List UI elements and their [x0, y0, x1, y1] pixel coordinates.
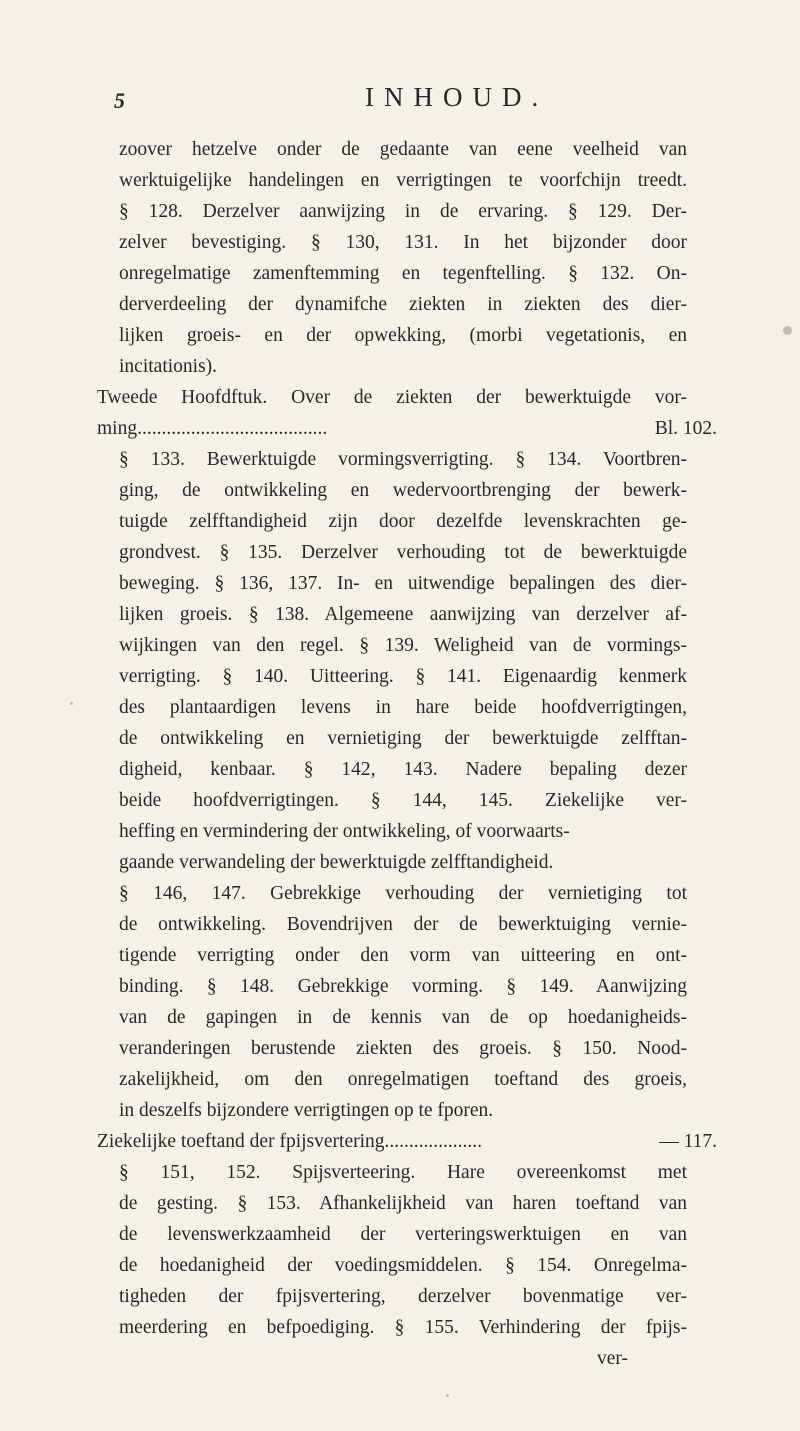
toc-line: beweging. § 136, 137. In- en uitwendige bepalingen des dier-	[119, 573, 687, 594]
page-number: 5	[114, 88, 125, 113]
toc-line: tuigde zelfftandigheid zijn door dezelfde levenskrachten ge-	[119, 511, 687, 532]
toc-line: beide hoofdverrigtingen. § 144, 145. Ziekelijke ver-	[119, 790, 687, 811]
toc-line: wijkingen van den regel. § 139. Weligheid van de vormings-	[119, 635, 687, 656]
toc-line: heffing en vermindering der ontwikkeling, of voorwaarts-	[119, 821, 570, 842]
paper-speck	[446, 1394, 449, 1397]
toc-line: tigheden der fpijsvertering, derzelver bovenmatige ver-	[119, 1286, 687, 1307]
toc-line: lijken groeis- en der opwekking, (morbi vegetationis, en	[119, 325, 687, 346]
toc-line: § 128. Derzelver aanwijzing in de ervaring. § 129. Der-	[119, 201, 687, 222]
toc-line: derverdeeling der dynamifche ziekten in ziekten des dier-	[119, 294, 687, 315]
toc-line: de gesting. § 153. Afhankelijkheid van haren toeftand van	[119, 1193, 687, 1214]
toc-line: verrigting. § 140. Uitteering. § 141. Eigenaardig kenmerk	[119, 666, 687, 687]
toc-line: zakelijkheid, om den onregelmatigen toeftand des groeis,	[119, 1069, 687, 1090]
toc-line: des plantaardigen levens in hare beide hoofdverrigtingen,	[119, 697, 687, 718]
toc-line: onregelmatige zamenftemming en tegenftelling. § 132. On-	[119, 263, 687, 284]
page-header	[0, 82, 800, 122]
toc-line: de ontwikkeling. Bovendrijven der de bewerktuiging vernie-	[119, 914, 687, 935]
toc-line: Ziekelijke toeftand der fpijsvertering....................	[97, 1131, 483, 1152]
toc-line: § 146, 147. Gebrekkige verhouding der vernietiging tot	[119, 883, 687, 904]
running-head: INHOUD.	[365, 82, 549, 112]
toc-line: incitationis).	[119, 356, 218, 377]
toc-line: digheid, kenbaar. § 142, 143. Nadere bepaling dezer	[119, 759, 687, 780]
toc-line: ging, de ontwikkeling en wedervoortbrenging der bewerk-	[119, 480, 687, 501]
toc-line: zoover hetzelve onder de gedaante van eene veelheid van	[119, 139, 687, 160]
toc-line: § 151, 152. Spijsverteering. Hare overeenkomst met	[119, 1162, 687, 1183]
toc-line: ming.......................................	[97, 418, 328, 439]
toc-line: werktuigelijke handelingen en verrigtingen te voorfchijn treedt.	[119, 170, 687, 191]
toc-line: ver-	[597, 1348, 629, 1369]
toc-line: in deszelfs bijzondere verrigtingen op te fporen.	[119, 1100, 494, 1121]
toc-line: de hoedanigheid der voedingsmiddelen. § 154. Onregelma-	[119, 1255, 687, 1276]
paper-speck	[70, 702, 73, 705]
toc-line: Tweede Hoofdftuk. Over de ziekten der bewerktuigde vor-	[97, 387, 687, 408]
toc-line: § 133. Bewerktuigde vormingsverrigting. § 134. Voortbren-	[119, 449, 687, 470]
toc-line: binding. § 148. Gebrekkige vorming. § 149. Aanwijzing	[119, 976, 687, 997]
toc-line: gaande verwandeling der bewerktuigde zelfftandigheid.	[119, 852, 554, 873]
toc-line: lijken groeis. § 138. Algemeene aanwijzing van derzelver af-	[119, 604, 687, 625]
paper-speck	[783, 326, 792, 335]
toc-page-reference: — 117.	[659, 1131, 717, 1152]
toc-line: de ontwikkeling en vernietiging der bewerktuigde zelfftan-	[119, 728, 687, 749]
toc-line: grondvest. § 135. Derzelver verhouding tot de bewerktuigde	[119, 542, 687, 563]
toc-line: veranderingen berustende ziekten des groeis. § 150. Nood-	[119, 1038, 687, 1059]
toc-line: zelver bevestiging. § 130, 131. In het bijzonder door	[119, 232, 687, 253]
toc-line: tigende verrigting onder den vorm van uitteering en ont-	[119, 945, 687, 966]
toc-line: van de gapingen in de kennis van de op hoedanigheids-	[119, 1007, 687, 1028]
toc-line: de levenswerkzaamheid der verteringswerktuigen en van	[119, 1224, 687, 1245]
toc-page-reference: Bl. 102.	[654, 418, 717, 439]
toc-line: meerdering en befpoediging. § 155. Verhindering der fpijs-	[119, 1317, 687, 1338]
table-of-contents-text	[97, 134, 717, 1394]
